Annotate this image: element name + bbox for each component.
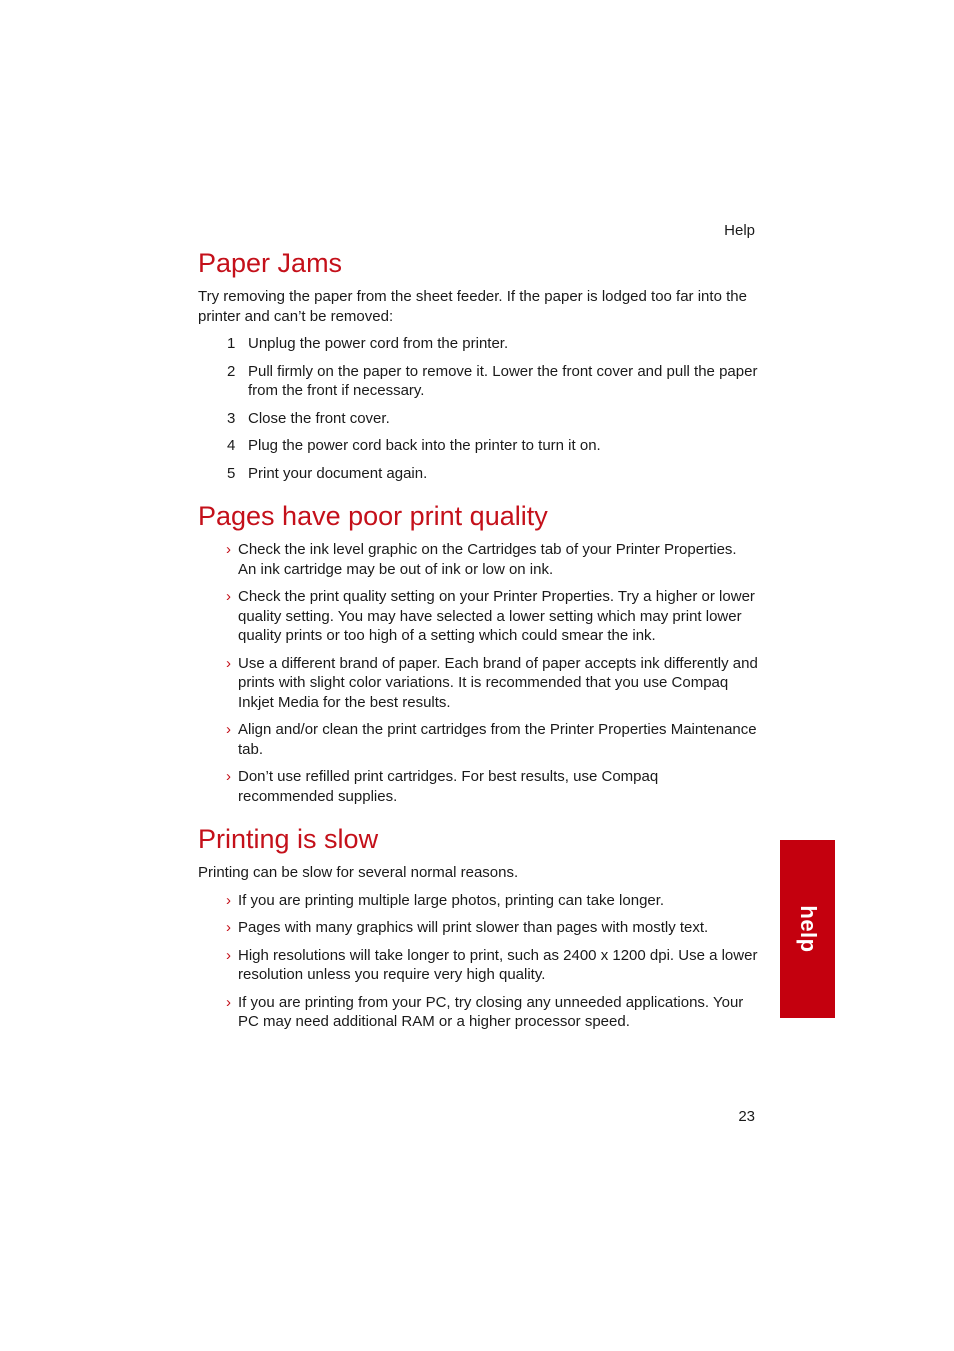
paper-jams-steps [198, 334, 758, 483]
printing-slow-list [198, 891, 758, 1032]
list-item [198, 891, 758, 911]
running-header: Help [724, 222, 755, 239]
paper-jams-intro: Try removing the paper from the sheet feeder. If the paper is lodged too far into the printer and can’t be removed: [198, 288, 747, 325]
list-item-text: Pages with many graphics will print slower than pages with mostly text. [238, 919, 709, 936]
list-item [198, 587, 758, 646]
list-item-text: High resolutions will take longer to print, such as 2400 x 1200 dpi. Use a lower resolution unless you require very high quality. [238, 946, 758, 983]
help-tab-label: help [795, 905, 821, 953]
step-number: 1 [227, 335, 236, 352]
step-text: Print your document again. [248, 464, 428, 482]
step-item [198, 362, 758, 401]
step-number: 2 [227, 362, 236, 380]
help-section-tab [780, 840, 835, 1018]
list-item [198, 720, 758, 759]
section-title-printing-slow: Printing is slow [198, 824, 379, 854]
list-item [198, 918, 758, 938]
step-number: 4 [227, 437, 236, 454]
list-item-text: If you are printing from your PC, try closing any unneeded applications. Your PC may need additional RAM or a higher processor speed. [238, 993, 744, 1030]
page-content [198, 246, 758, 1040]
list-item-text: Use a different brand of paper. Each brand of paper accepts ink differently and prints with slight color variations. It is recommended that you use Compaq Inkjet Media for the best results. [238, 654, 758, 711]
step-text: Pull firmly on the paper to remove it. Lower the front cover and pull the paper from the front if necessary. [248, 362, 758, 399]
step-text: Close the front cover. [248, 409, 390, 427]
chevron-right-icon: › [226, 768, 231, 785]
printing-slow-intro: Printing can be slow for several normal reasons. [198, 864, 519, 881]
chevron-right-icon: › [226, 721, 231, 738]
list-item-text: If you are printing multiple large photos, printing can take longer. [238, 891, 665, 909]
page-number: 23 [738, 1108, 755, 1125]
step-item [198, 436, 758, 456]
list-item [198, 767, 758, 806]
chevron-right-icon: › [226, 946, 231, 964]
step-item [198, 409, 758, 429]
step-item [198, 464, 758, 484]
step-text: Plug the power cord back into the printer to turn it on. [248, 437, 601, 454]
list-item-text: Check the print quality setting on your Printer Properties. Try a higher or lower quality setting. You may have selected a lower setting which may print lower quality prints or too high of a setting which could smear the ink. [238, 588, 755, 644]
chevron-right-icon: › [226, 588, 231, 605]
list-item-text: Align and/or clean the print cartridges from the Printer Properties Maintenance tab. [238, 721, 757, 758]
list-item [198, 654, 758, 713]
print-quality-list [198, 540, 758, 806]
chevron-right-icon: › [226, 541, 231, 558]
section-title-print-quality: Pages have poor print quality [198, 501, 548, 531]
step-text: Unplug the power cord from the printer. [248, 335, 509, 352]
list-item-text: Don’t use refilled print cartridges. For best results, use Compaq recommended supplies. [238, 768, 659, 805]
step-number: 3 [227, 409, 236, 427]
chevron-right-icon: › [226, 919, 231, 936]
step-item [198, 334, 758, 354]
chevron-right-icon: › [226, 993, 231, 1011]
list-item [198, 993, 758, 1032]
step-number: 5 [227, 464, 236, 482]
list-item [198, 540, 758, 579]
list-item [198, 946, 758, 985]
section-title-paper-jams: Paper Jams [198, 248, 343, 278]
chevron-right-icon: › [226, 891, 231, 909]
list-item-text: Check the ink level graphic on the Cartridges tab of your Printer Properties. An ink cartridge may be out of ink or low on ink. [238, 541, 737, 578]
chevron-right-icon: › [226, 654, 231, 672]
